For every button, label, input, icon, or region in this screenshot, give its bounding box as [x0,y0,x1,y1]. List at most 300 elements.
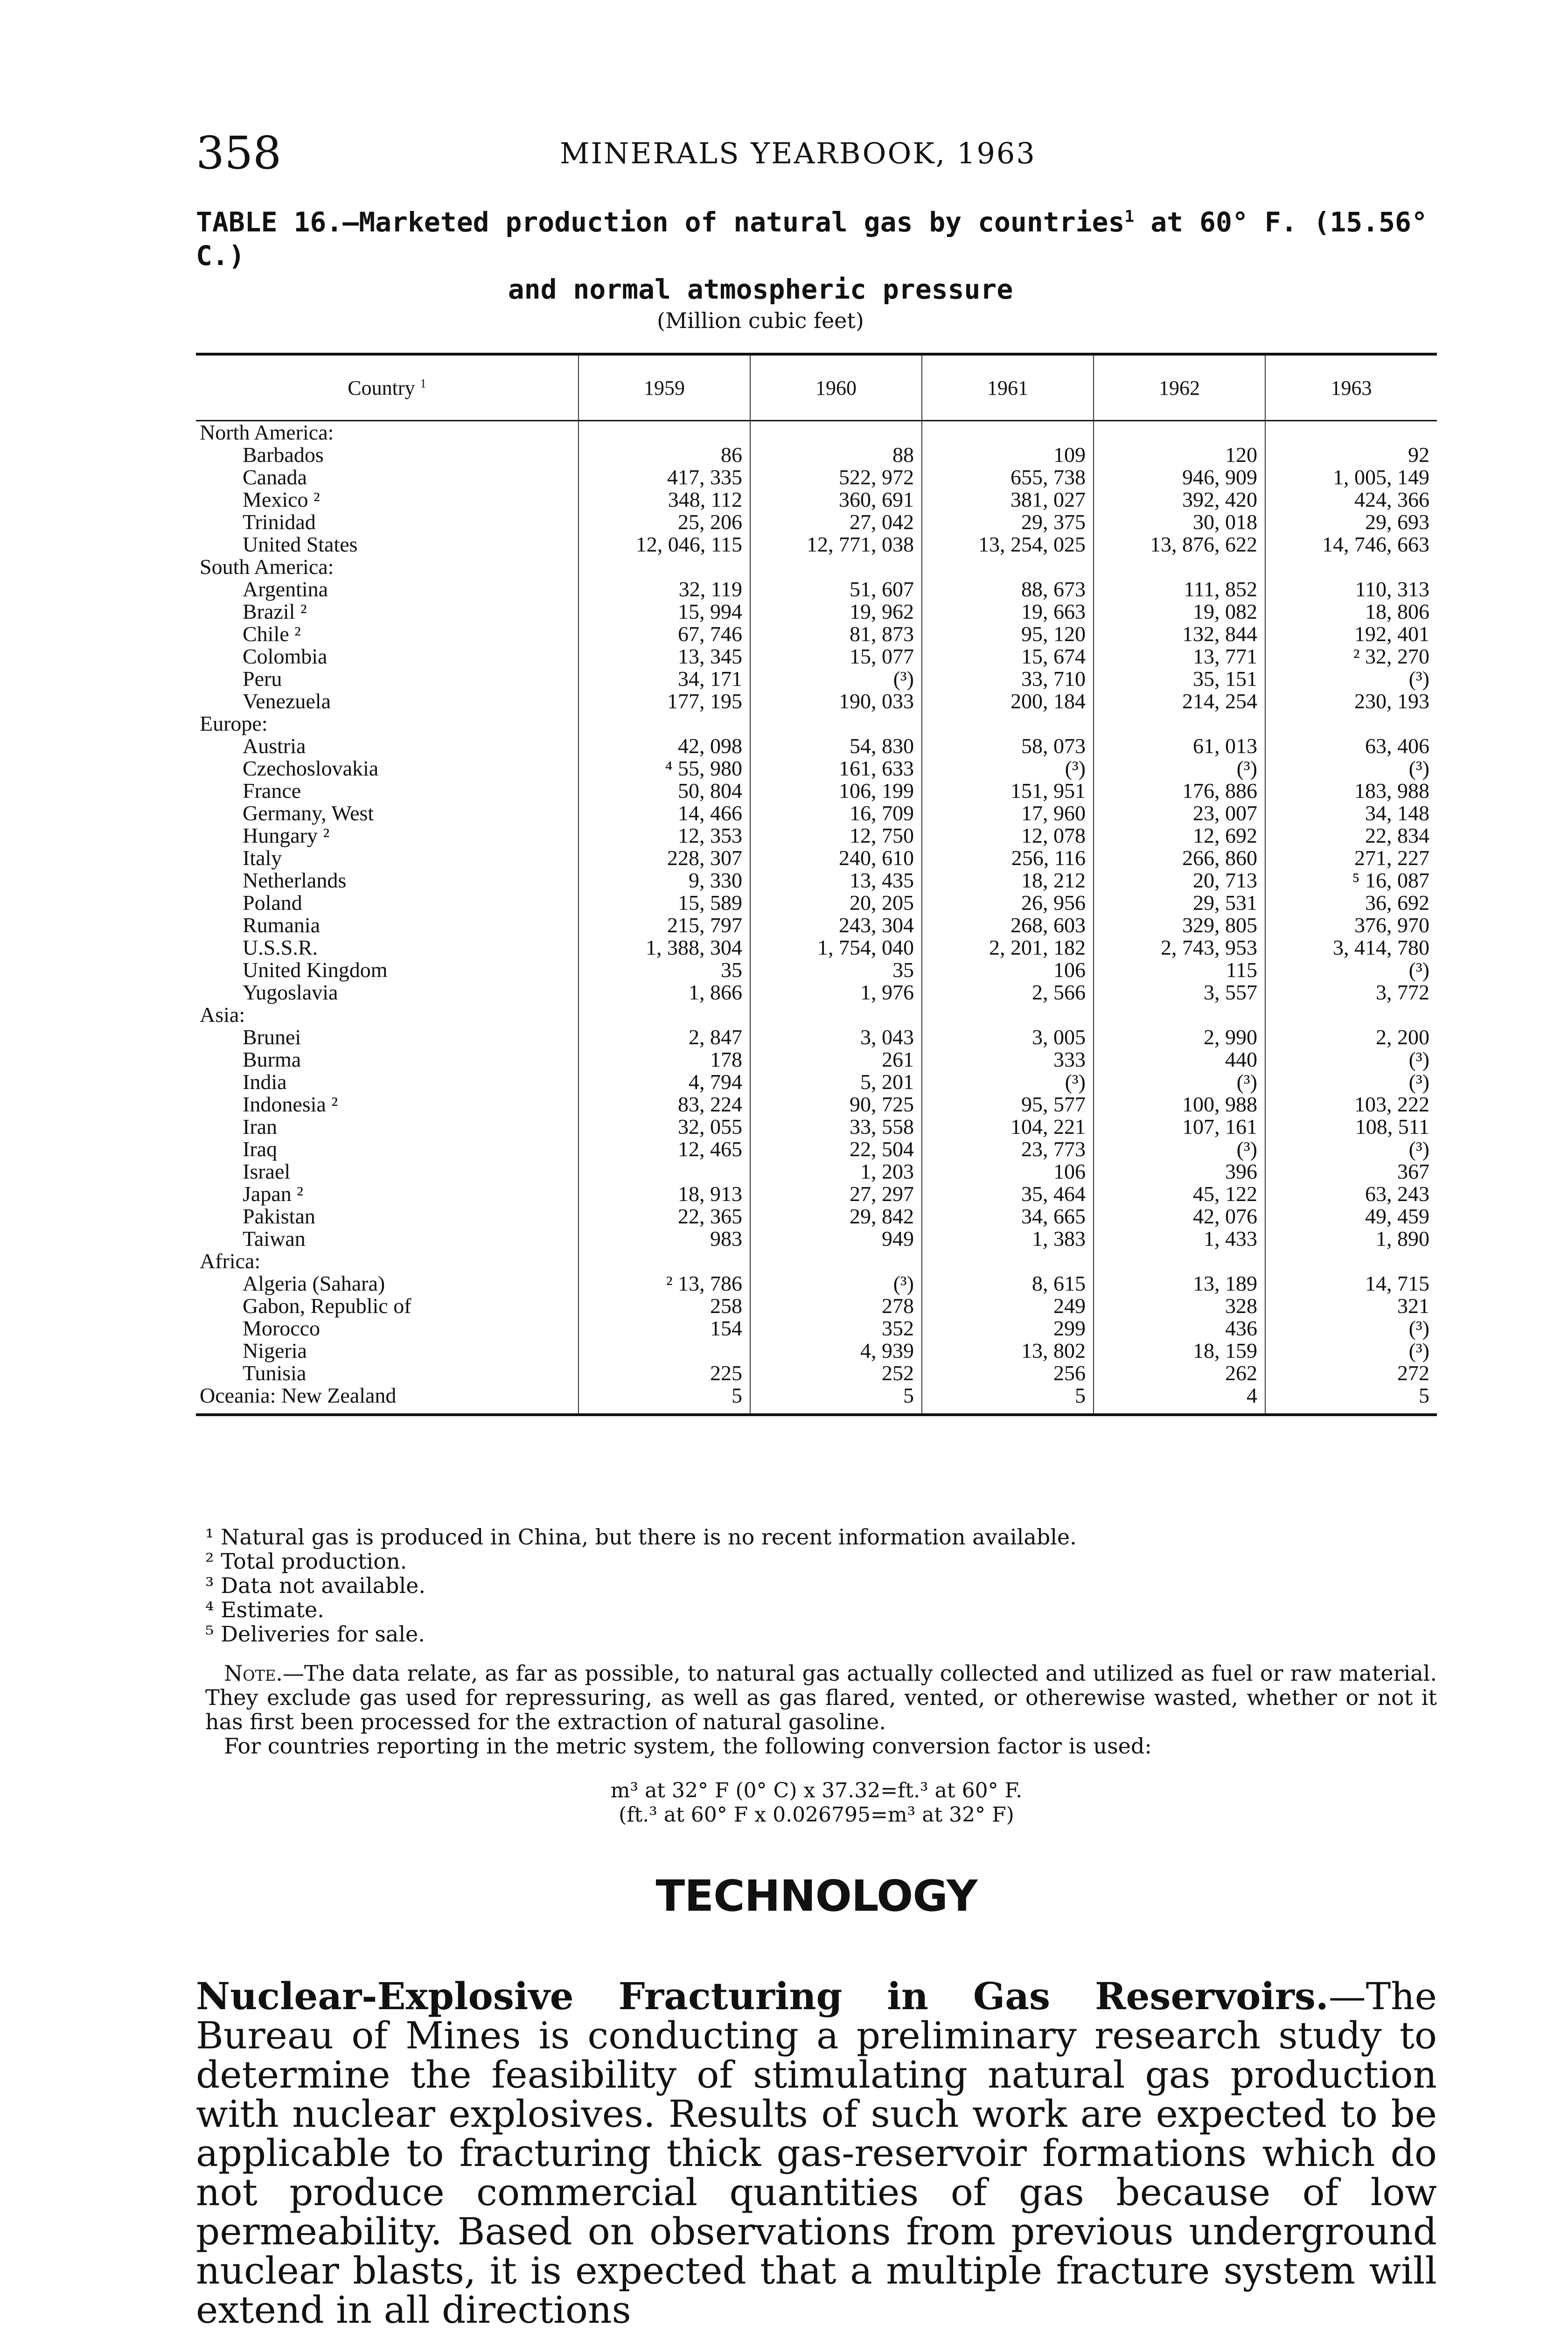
table-note [205,1661,1437,1758]
value-cell-1963: 3, 772 [1265,981,1437,1004]
value-cell-1960: 33, 558 [750,1116,922,1138]
value-cell-1961: 15, 674 [922,645,1094,668]
country-cell: Japan ² [243,1182,304,1206]
value-cell-1960: 161, 633 [750,757,922,780]
value-cell-1960: 1, 976 [750,981,922,1004]
page-header [196,127,1437,183]
value-cell-1963: 92 [1265,444,1437,466]
value-cell-1962: 176, 886 [1094,780,1265,802]
table-unit: (Million cubic feet) [657,308,864,333]
value-cell-1960: 4, 939 [750,1340,922,1362]
value-cell-1962: 262 [1094,1362,1265,1384]
value-cell-1963: (³) [1265,1138,1437,1160]
value-cell-1959: 18, 913 [578,1183,750,1205]
table-title [196,205,1437,306]
country-cell: Tunisia [243,1361,307,1385]
value-cell-1961: 3, 005 [922,1026,1094,1048]
country-cell: Algeria (Sahara) [243,1271,385,1295]
value-cell-1961: 35, 464 [922,1183,1094,1205]
value-cell-1962 [1094,712,1265,735]
value-cell-1961: 95, 577 [922,1093,1094,1116]
value-cell-1959: 15, 994 [578,601,750,623]
table-row [196,780,1437,802]
value-cell-1960: (³) [750,1272,922,1295]
value-cell-1959: 86 [578,444,750,466]
column-header-1963: 1963 [1265,354,1437,421]
value-cell-1959 [578,1160,750,1183]
value-cell-1961: 88, 673 [922,578,1094,601]
value-cell-1962: 266, 860 [1094,847,1265,869]
value-cell-1963: 49, 459 [1265,1205,1437,1228]
value-cell-1963: 63, 406 [1265,735,1437,757]
table-body [196,421,1437,1415]
value-cell-1961: 299 [922,1317,1094,1340]
value-cell-1962: 329, 805 [1094,914,1265,936]
value-cell-1962 [1094,421,1265,444]
value-cell-1961: 106 [922,959,1094,981]
value-cell-1961: 95, 120 [922,623,1094,645]
country-cell: France [243,779,301,803]
country-cell: Gabon, Republic of [243,1294,411,1318]
value-cell-1962: 214, 254 [1094,690,1265,712]
value-cell-1960: 278 [750,1295,922,1317]
table-row [196,1340,1437,1362]
value-cell-1962: 100, 988 [1094,1093,1265,1116]
value-cell-1961: 19, 663 [922,601,1094,623]
country-cell: Nigeria [243,1339,307,1362]
value-cell-1961: 12, 078 [922,824,1094,847]
country-cell: Mexico ² [243,488,320,511]
table-row [196,1228,1437,1250]
value-cell-1963: 192, 401 [1265,623,1437,645]
value-cell-1959: 215, 797 [578,914,750,936]
value-cell-1963: 3, 414, 780 [1265,936,1437,959]
table-row [196,757,1437,780]
country-cell: Italy [243,846,282,870]
table-row [196,1183,1437,1205]
value-cell-1962 [1094,1250,1265,1272]
table-row [196,1026,1437,1048]
value-cell-1963: 272 [1265,1362,1437,1384]
value-cell-1962: 13, 876, 622 [1094,533,1265,556]
country-cell: Brazil ² [243,600,307,623]
country-cell: India [243,1070,287,1094]
value-cell-1959: 228, 307 [578,847,750,869]
table-row [196,623,1437,645]
value-cell-1963: 34, 148 [1265,802,1437,824]
country-cell: Chile ² [243,622,301,646]
value-cell-1961 [922,1004,1094,1026]
table-row [196,1272,1437,1295]
value-cell-1959: 32, 119 [578,578,750,601]
value-cell-1963: 63, 243 [1265,1183,1437,1205]
value-cell-1959: 225 [578,1362,750,1384]
country-cell: Burma [243,1048,301,1071]
table-row [196,936,1437,959]
value-cell-1962: 18, 159 [1094,1340,1265,1362]
table-row [196,511,1437,533]
value-cell-1962: 61, 013 [1094,735,1265,757]
table-title-line-2: and normal atmospheric pressure [508,273,1013,305]
value-cell-1960: 15, 077 [750,645,922,668]
table-row [196,802,1437,824]
country-cell: North America: [200,420,334,444]
value-cell-1961: 8, 615 [922,1272,1094,1295]
country-cell: Netherlands [243,868,347,892]
value-cell-1962: 107, 161 [1094,1116,1265,1138]
value-cell-1963 [1265,556,1437,578]
table-row [196,489,1437,511]
region-row [196,712,1437,735]
value-cell-1960: 243, 304 [750,914,922,936]
note-paragraph [205,1661,1437,1734]
value-cell-1959: 5 [578,1384,750,1415]
table-header-row [196,354,1437,421]
value-cell-1963: 271, 227 [1265,847,1437,869]
value-cell-1962 [1094,556,1265,578]
value-cell-1963: 103, 222 [1265,1093,1437,1116]
page-number: 358 [196,127,282,179]
value-cell-1963: 2, 200 [1265,1026,1437,1048]
country-cell: Brunei [243,1025,301,1049]
value-cell-1961: 333 [922,1048,1094,1071]
value-cell-1959 [578,1004,750,1026]
value-cell-1959: 12, 353 [578,824,750,847]
value-cell-1962: 392, 420 [1094,489,1265,511]
value-cell-1962: (³) [1094,757,1265,780]
region-row [196,1004,1437,1026]
value-cell-1960: 27, 042 [750,511,922,533]
value-cell-1960 [750,556,922,578]
value-cell-1960: 240, 610 [750,847,922,869]
value-cell-1960: 27, 297 [750,1183,922,1205]
country-cell: Asia: [200,1003,245,1027]
value-cell-1962: 436 [1094,1317,1265,1340]
formula-2: (ft.³ at 60° F x 0.026795=m³ at 32° F) [619,1803,1014,1827]
running-head: MINERALS YEARBOOK, 1963 [560,136,1036,170]
country-cell: Oceania: New Zealand [200,1383,397,1407]
value-cell-1960: 81, 873 [750,623,922,645]
value-cell-1959: 25, 206 [578,511,750,533]
value-cell-1960 [750,1004,922,1026]
value-cell-1962: 3, 557 [1094,981,1265,1004]
table-row [196,735,1437,757]
value-cell-1961 [922,1250,1094,1272]
value-cell-1961: 249 [922,1295,1094,1317]
country-cell: Trinidad [243,510,316,534]
value-cell-1960: 522, 972 [750,466,922,489]
value-cell-1959: 13, 345 [578,645,750,668]
value-cell-1961: 2, 566 [922,981,1094,1004]
country-cell: Africa: [200,1249,261,1273]
value-cell-1959: 14, 466 [578,802,750,824]
value-cell-1963: (³) [1265,1317,1437,1340]
value-cell-1963: 367 [1265,1160,1437,1183]
value-cell-1959: 32, 055 [578,1116,750,1138]
country-cell: Czechoslovakia [243,756,379,780]
country-cell: Morocco [243,1316,321,1340]
value-cell-1960: 252 [750,1362,922,1384]
country-cell: South America: [200,555,334,579]
region-row [196,1384,1437,1415]
country-cell: U.S.S.R. [243,936,318,959]
value-cell-1961: 256, 116 [922,847,1094,869]
value-cell-1962: 132, 844 [1094,623,1265,645]
value-cell-1959 [578,556,750,578]
note-conversion: For countries reporting in the metric system, the following conversion factor is used: [224,1733,1152,1759]
gas-production-table [196,353,1437,1419]
value-cell-1960: 29, 842 [750,1205,922,1228]
value-cell-1963: (³) [1265,757,1437,780]
table-bottom-rule [196,1415,1437,1419]
table-row [196,444,1437,466]
value-cell-1962: 13, 771 [1094,645,1265,668]
value-cell-1961: 2, 201, 182 [922,936,1094,959]
value-cell-1961: 26, 956 [922,892,1094,914]
country-cell: Rumania [243,913,321,937]
country-cell: Iraq [243,1137,278,1161]
country-cell: Germany, West [243,801,374,825]
value-cell-1963: ⁵ 16, 087 [1265,869,1437,892]
table-row [196,466,1437,489]
value-cell-1960: 19, 962 [750,601,922,623]
value-cell-1959: 154 [578,1317,750,1340]
country-cell: Canada [243,465,307,489]
value-cell-1959: 258 [578,1295,750,1317]
value-cell-1960: 54, 830 [750,735,922,757]
table-row [196,1048,1437,1071]
country-cell: Indonesia ² [243,1092,338,1116]
table-row [196,959,1437,981]
value-cell-1960: 261 [750,1048,922,1071]
value-cell-1960: 5, 201 [750,1071,922,1093]
value-cell-1960: 352 [750,1317,922,1340]
value-cell-1963: 376, 970 [1265,914,1437,936]
table-row [196,1362,1437,1384]
value-cell-1959: 34, 171 [578,668,750,690]
country-cell: Israel [243,1160,291,1183]
value-cell-1962 [1094,1004,1265,1026]
value-cell-1959: 983 [578,1228,750,1250]
value-cell-1961: 18, 212 [922,869,1094,892]
value-cell-1961: 5 [922,1384,1094,1415]
value-cell-1961: 58, 073 [922,735,1094,757]
paragraph-lead: Nuclear-Explosive Fracturing in Gas Reservoirs. [196,1974,1329,2018]
table-row [196,1205,1437,1228]
value-cell-1963: 424, 366 [1265,489,1437,511]
value-cell-1963: 321 [1265,1295,1437,1317]
value-cell-1962: 440 [1094,1048,1265,1071]
country-cell: Hungary ² [243,824,330,847]
value-cell-1962: 396 [1094,1160,1265,1183]
value-cell-1960: 949 [750,1228,922,1250]
footnote-4: ⁴ Estimate. [205,1597,324,1622]
value-cell-1959: 50, 804 [578,780,750,802]
value-cell-1961: 13, 254, 025 [922,533,1094,556]
country-cell: Colombia [243,644,328,668]
table-row [196,668,1437,690]
value-cell-1960: 3, 043 [750,1026,922,1048]
value-cell-1959: 35 [578,959,750,981]
value-cell-1963: 18, 806 [1265,601,1437,623]
table-row [196,1093,1437,1116]
note-text: —The data relate, as far as possible, to natural gas actually collected and utilized as fuel or raw material. They exclude gas used for repressuring, as well as gas flared, vented, or otherewise wasted, whether or not it has first been processed for the extraction of natural gasoline. [205,1661,1437,1734]
table-row [196,1071,1437,1093]
value-cell-1961: 200, 184 [922,690,1094,712]
footnote-2: ² Total production. [205,1549,407,1574]
value-cell-1959: ⁴ 55, 980 [578,757,750,780]
column-header-country: Country $^1$ [196,354,578,421]
table-row [196,847,1437,869]
value-cell-1961: 104, 221 [922,1116,1094,1138]
value-cell-1962: (³) [1094,1071,1265,1093]
value-cell-1959: 2, 847 [578,1026,750,1048]
value-cell-1963: 5 [1265,1384,1437,1415]
value-cell-1963: (³) [1265,668,1437,690]
value-cell-1959: 42, 098 [578,735,750,757]
value-cell-1961: (³) [922,1071,1094,1093]
value-cell-1961: 256 [922,1362,1094,1384]
country-cell: Europe: [200,712,268,735]
footnote-1: ¹ Natural gas is produced in China, but there is no recent information available. [205,1524,1077,1550]
column-header-1959: 1959 [578,354,750,421]
value-cell-1962: 29, 531 [1094,892,1265,914]
value-cell-1959: 177, 195 [578,690,750,712]
table-row [196,578,1437,601]
value-cell-1960: (³) [750,668,922,690]
value-cell-1961: 33, 710 [922,668,1094,690]
formula-1: m³ at 32° F (0° C) x 37.32=ft.³ at 60° F. [610,1779,1023,1802]
value-cell-1960: 90, 725 [750,1093,922,1116]
value-cell-1961 [922,712,1094,735]
value-cell-1961: (³) [922,757,1094,780]
value-cell-1963: 14, 715 [1265,1272,1437,1295]
value-cell-1962: 115 [1094,959,1265,981]
value-cell-1962: 45, 122 [1094,1183,1265,1205]
value-cell-1961: 1, 383 [922,1228,1094,1250]
table-row [196,645,1437,668]
value-cell-1959: 4, 794 [578,1071,750,1093]
value-cell-1959: 178 [578,1048,750,1071]
value-cell-1963: (³) [1265,1071,1437,1093]
value-cell-1960: 12, 750 [750,824,922,847]
table-row [196,914,1437,936]
table-row [196,1138,1437,1160]
value-cell-1963: (³) [1265,1340,1437,1362]
value-cell-1960: 106, 199 [750,780,922,802]
value-cell-1962: 120 [1094,444,1265,466]
value-cell-1962: 2, 990 [1094,1026,1265,1048]
value-cell-1961: 23, 773 [922,1138,1094,1160]
table-title-line-1: TABLE 16.—Marketed production of natural gas by countries$^1$ at 60° F. (15.56° C.) [196,206,1428,272]
table-row [196,1295,1437,1317]
country-cell: Poland [243,891,302,915]
body-paragraph [196,1974,1437,2332]
footnote-5: ⁵ Deliveries for sale. [205,1621,425,1647]
value-cell-1962: 12, 692 [1094,824,1265,847]
value-cell-1961: 268, 603 [922,914,1094,936]
table-row [196,690,1437,712]
value-cell-1962: 19, 082 [1094,601,1265,623]
value-cell-1961: 106 [922,1160,1094,1183]
value-cell-1959: 9, 330 [578,869,750,892]
value-cell-1959: 348, 112 [578,489,750,511]
value-cell-1963: ² 32, 270 [1265,645,1437,668]
value-cell-1963: 1, 890 [1265,1228,1437,1250]
value-cell-1963: 36, 692 [1265,892,1437,914]
value-cell-1963: 1, 005, 149 [1265,466,1437,489]
country-cell: Iran [243,1115,278,1139]
value-cell-1960: 190, 033 [750,690,922,712]
value-cell-1961: 29, 375 [922,511,1094,533]
value-cell-1962: (³) [1094,1138,1265,1160]
country-cell: Peru [243,667,282,691]
value-cell-1959: 67, 746 [578,623,750,645]
value-cell-1961: 34, 665 [922,1205,1094,1228]
section-heading: TECHNOLOGY [655,1871,977,1921]
column-header-1961: 1961 [922,354,1094,421]
country-cell: Yugoslavia [243,980,338,1004]
value-cell-1962: 2, 743, 953 [1094,936,1265,959]
value-cell-1959: 83, 224 [578,1093,750,1116]
value-cell-1959: ² 13, 786 [578,1272,750,1295]
value-cell-1960: 1, 754, 040 [750,936,922,959]
value-cell-1961: 655, 738 [922,466,1094,489]
value-cell-1963: 29, 693 [1265,511,1437,533]
value-cell-1960: 51, 607 [750,578,922,601]
value-cell-1960 [750,712,922,735]
value-cell-1963: (³) [1265,959,1437,981]
value-cell-1961: 13, 802 [922,1340,1094,1362]
value-cell-1959: 1, 388, 304 [578,936,750,959]
value-cell-1960 [750,1250,922,1272]
value-cell-1959 [578,421,750,444]
value-cell-1963 [1265,712,1437,735]
table-row [196,533,1437,556]
table-row [196,1116,1437,1138]
table-row [196,981,1437,1004]
value-cell-1962: 1, 433 [1094,1228,1265,1250]
value-cell-1961: 151, 951 [922,780,1094,802]
column-header-1962: 1962 [1094,354,1265,421]
value-cell-1963 [1265,1004,1437,1026]
country-cell: Argentina [243,577,328,601]
value-cell-1962: 111, 852 [1094,578,1265,601]
value-cell-1959 [578,1340,750,1362]
value-cell-1960: 5 [750,1384,922,1415]
value-cell-1960: 22, 504 [750,1138,922,1160]
table-row [196,824,1437,847]
value-cell-1960 [750,421,922,444]
value-cell-1963: 22, 834 [1265,824,1437,847]
value-cell-1962: 42, 076 [1094,1205,1265,1228]
value-cell-1962: 30, 018 [1094,511,1265,533]
value-cell-1959: 12, 046, 115 [578,533,750,556]
country-cell: Taiwan [243,1227,306,1250]
footnotes [205,1525,1437,1646]
value-cell-1962: 35, 151 [1094,668,1265,690]
value-cell-1962: 4 [1094,1384,1265,1415]
table-row [196,601,1437,623]
value-cell-1962: 328 [1094,1295,1265,1317]
value-cell-1959: 417, 335 [578,466,750,489]
value-cell-1963: (³) [1265,1048,1437,1071]
value-cell-1959 [578,1250,750,1272]
country-cell: Austria [243,734,306,758]
value-cell-1960: 360, 691 [750,489,922,511]
region-row [196,1250,1437,1272]
value-cell-1963: 110, 313 [1265,578,1437,601]
